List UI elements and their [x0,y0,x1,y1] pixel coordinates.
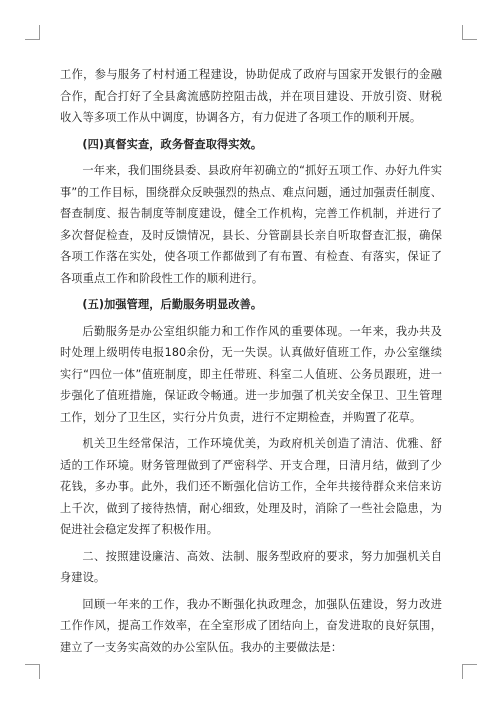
paragraph-section-two-title: 二、按照建设廉洁、高效、法制、服务型政府的要求，努力加强机关自身建设。 [60,549,442,584]
paragraph-hygiene-finance: 机关卫生经常保洁，工作环境优美，为政府机关创造了清洁、优雅、舒适的工作环境。财务管理做到了严密科学、开支合理，日清月结，做到了少花钱，多办事。此外，我们还不断强化信访工作，全年共接待群众来信来访上千次，做到了接待热情，耐心细致，处理及时，消除了一些社会隐患，为促进社会稳定发挥了积极作用。 [60,437,442,536]
document-body [60,64,442,663]
paragraph-review: 回顾一年来的工作，我办不断强化执政理念，加强队伍建设，努力改进工作作风，提高工作效率，在全室形成了团结向上，奋发进取的良好氛围，建立了一支务实高效的办公室队伍。我办的主要做法是： [60,597,442,654]
paragraph-supervision: 一年来，我们围绕县委、县政府年初确立的“抓好五项工作、办好九件实事”的工作目标，围绕群众反映强烈的热点、难点问题，通过加强责任制度、督查制度、报告制度等制度建设，健全工作机构，完善工作机制，并进行了多次督促检查，及时反馈情况，县长、分管副县长亲自听取督查汇报，确保各项工作落在实处，使各项工作都做到了有布置、有检查、有落实，保证了各项重点工作和阶段性工作的顺利进行。 [60,164,442,285]
section-heading-logistics: (五)加强管理，后勤服务明显改善。 [82,298,263,311]
crop-mark-bottom-left [25,664,40,679]
crop-mark-top-left [25,25,40,40]
paragraph-logistics: 后勤服务是办公室组织能力和工作作风的重要体现。一年来，我办共及时处理上级明传电报180余份，无一失误。认真做好值班工作，办公室继续实行“四位一体”值班制度，即主任带班、科室二人值班、公务员跟班，进一步强化了值班措施，保证政令畅通。进一步加强了机关安全保卫、卫生管理工作，划分了卫生区，实行分片负责，进行不定期检查，并购置了花草。 [60,324,442,424]
section-heading-supervision: (四)真督实查，政务督查取得实效。 [82,137,263,151]
crop-mark-bottom-right [462,664,477,679]
crop-mark-top-right [462,25,477,40]
paragraph-continuation: 工作，参与服务了村村通工程建设，协助促成了政府与国家开发银行的金融合作，配合打好了全县禽流感防控阻击战，并在项目建设、开放引资、财税收入等多项工作从中调度，协调各方，有力促进了各项工作的顺利开展。 [60,68,442,124]
